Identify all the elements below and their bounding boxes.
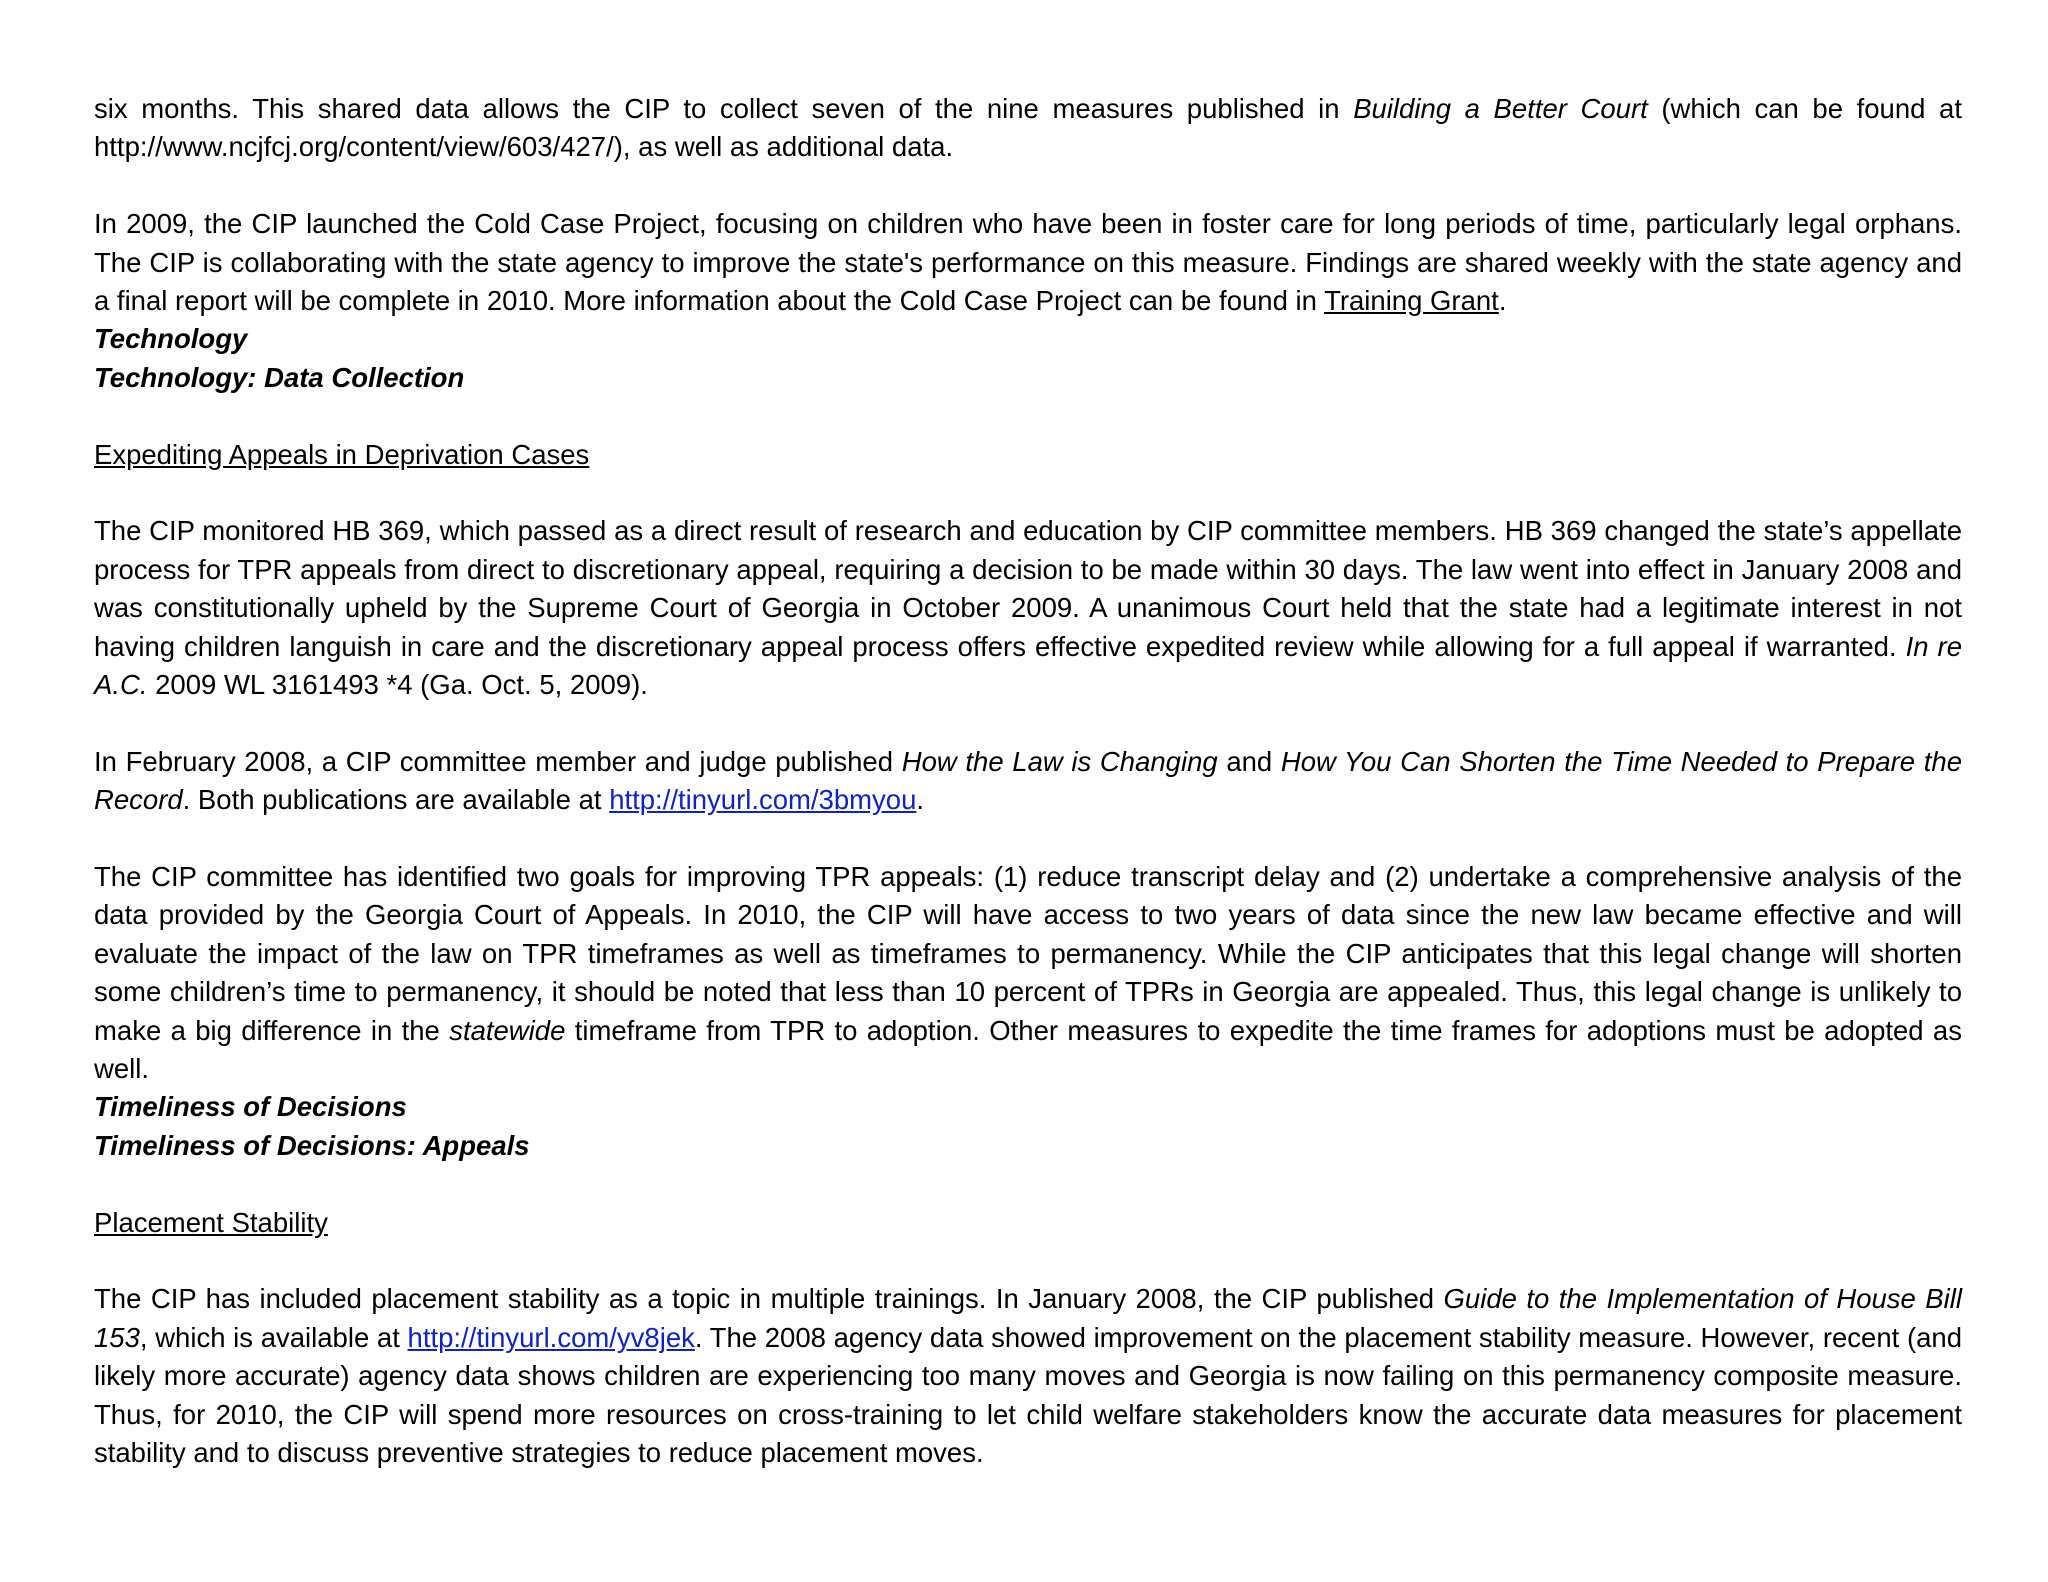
tinyurl-yv8jek-link[interactable]: http://tinyurl.com/yv8jek <box>407 1321 695 1353</box>
paragraph-placement-stability <box>94 1280 1962 1472</box>
text-run: The CIP monitored HB 369, which passed as a direct result of research and education by CIP committee members. HB 369 changed the state’s appellate process for TPR appeals from direct to discretionary appeal, requiring a decision to be made within 30 days. The law went into effect in January 2008 and was constitutionally upheld by the Supreme Court of Georgia in October 2009. A unanimous Court held that the state had a legitimate interest in not having children languish in care and the discretionary appeal process offers effective expedited review while allowing for a full appeal if warranted. <box>94 515 1962 662</box>
paragraph-cold-case <box>94 205 1962 320</box>
publication-title: Building a Better Court <box>1353 93 1648 124</box>
text-run: . <box>1498 285 1507 317</box>
case-citation: In re A.C. <box>94 630 1962 701</box>
text-run: (which can be found at http://www.ncjfcj.org/content/view/603/427/), as well as additional data. <box>94 93 1962 163</box>
tinyurl-3bmyou-link[interactable]: http://tinyurl.com/3bmyou <box>609 784 917 816</box>
text-run: 2009 WL 3161493 *4 (Ga. Oct. 5, 2009). <box>147 669 648 701</box>
paragraph-tpr-goals <box>94 858 1962 1088</box>
document-page <box>94 90 1962 1473</box>
text-run: , which is available at <box>139 1321 408 1353</box>
text-run: In February 2008, a CIP committee member and judge published <box>94 745 902 777</box>
text-run: The CIP committee has identified two goals for improving TPR appeals: (1) reduce transcript delay and (2) undertake a comprehensive analysis of the data provided by the Georgia Court of Appeals. In 2010, the CIP will have access to two years of data since the new law became effective and will evaluate the impact of the law on TPR timeframes as well as timeframes to permanency. While the CIP anticipates that this legal change will shorten some children’s time to permanency, it should be noted that less than 10 percent of TPRs in Georgia are appealed. Thus, this legal change is unlikely to make a big difference in the <box>94 861 1962 1046</box>
section-title-placement-stability: Placement Stability <box>94 1206 328 1238</box>
subcategory-heading: Technology: Data Collection <box>94 361 465 393</box>
category-heading: Technology <box>94 323 248 355</box>
section-title-expediting-appeals: Expediting Appeals in Deprivation Cases <box>94 438 590 470</box>
text-run: In 2009, the CIP launched the Cold Case Project, focusing on children who have been in foster care for long periods of time, particularly legal orphans. The CIP is collaborating with the state agency to improve the state's performance on this measure. Findings are shared weekly with the state agency and a final report will be complete in 2010. More information about the Cold Case Project can be found in <box>94 208 1962 317</box>
publication-title: How the Law is Changing <box>901 745 1218 777</box>
paragraph-publications <box>94 743 1962 820</box>
text-run: . <box>916 784 925 816</box>
text-run: and <box>1217 745 1281 777</box>
text-run: The CIP has included placement stability as a topic in multiple trainings. In January 2008, the CIP published <box>94 1283 1444 1315</box>
publication-title: How You Can Shorten the Time Needed to Prepare the Record <box>94 745 1962 816</box>
text-run: six months. This shared data allows the CIP to collect seven of the nine measures published in <box>94 93 1354 124</box>
subcategory-heading: Timeliness of Decisions: Appeals <box>94 1129 530 1161</box>
emphasis-statewide: statewide <box>449 1014 566 1046</box>
category-heading: Timeliness of Decisions <box>94 1091 407 1123</box>
paragraph-hb369 <box>94 512 1962 704</box>
text-run: . Both publications are available at <box>182 784 610 816</box>
paragraph-data-measures <box>94 90 1962 167</box>
text-run: timeframe from TPR to adoption. Other measures to expedite the time frames for adoptions must be adopted as well. <box>94 1014 1962 1085</box>
text-run: . The 2008 agency data showed improvement on the placement stability measure. However, recent (and likely more accurate) agency data shows children are experiencing too many moves and Georgia is now failing on this permanency composite measure. Thus, for 2010, the CIP will spend more resources on cross-training to let child welfare stakeholders know the accurate data measures for placement stability and to discuss preventive strategies to reduce placement moves. <box>94 1321 1962 1469</box>
training-grant-reference: Training Grant <box>1324 285 1499 317</box>
publication-title: Guide to the Implementation of House Bill 153 <box>94 1283 1962 1353</box>
